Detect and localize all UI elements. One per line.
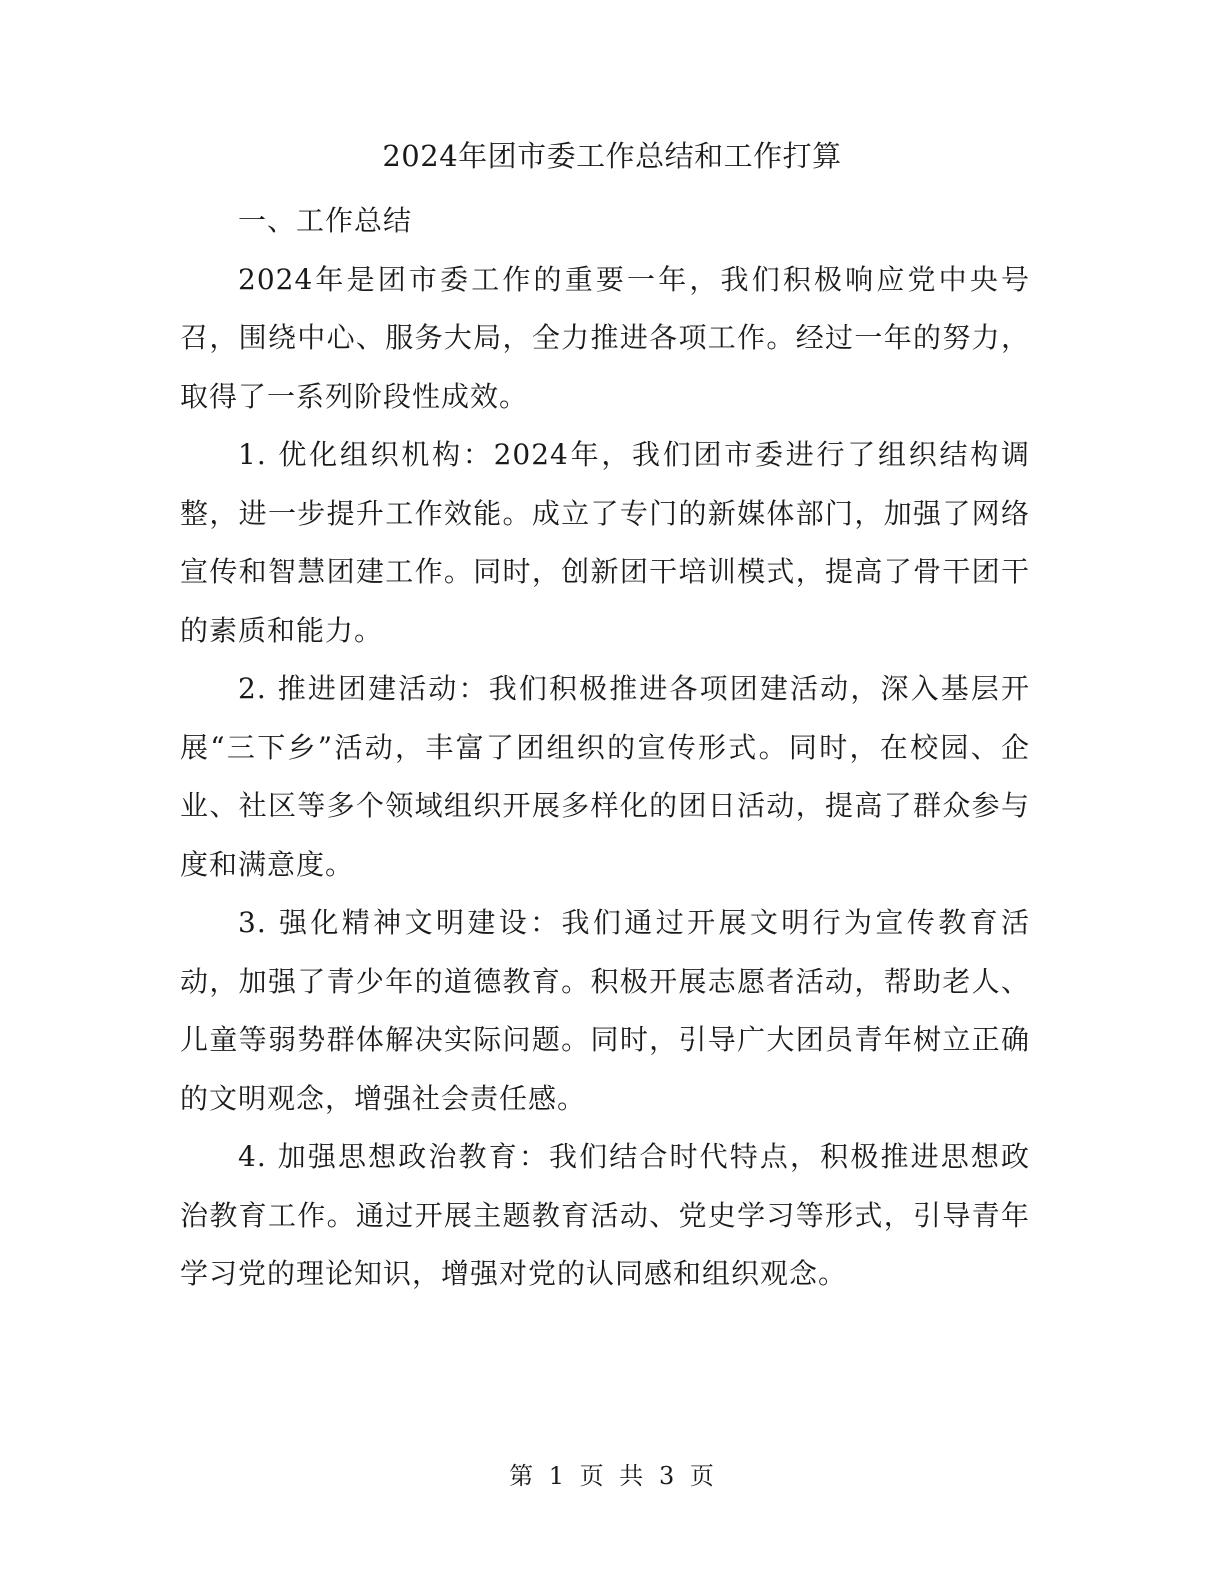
item-paragraph-2: 2. 推进团建活动：我们积极推进各项团建活动，深入基层开展“三下乡”活动，丰富了团组织的宣传形式。同时，在校园、企业、社区等多个领域组织开展多样化的团日活动，提高了群众参与度和满意度。 <box>180 672 1030 881</box>
item-paragraph-4: 4. 加强思想政治教育：我们结合时代特点，积极推进思想政治教育工作。通过开展主题教育活动、党史学习等形式，引导青年学习党的理论知识，增强对党的认同感和组织观念。 <box>180 1140 1030 1290</box>
document-title: 2024年团市委工作总结和工作打算 <box>382 139 842 173</box>
document-body <box>180 192 1030 1304</box>
page-footer: 第 1 页 共 3 页 <box>509 1462 715 1490</box>
section-heading: 一、工作总结 <box>238 204 413 237</box>
intro-paragraph: 2024年是团市委工作的重要一年，我们积极响应党中央号召，围绕中心、服务大局，全力推进各项工作。经过一年的努力，取得了一系列阶段性成效。 <box>180 262 1030 413</box>
item-paragraph-3: 3. 强化精神文明建设：我们通过开展文明行为宣传教育活动，加强了青少年的道德教育。积极开展志愿者活动，帮助老人、儿童等弱势群体解决实际问题。同时，引导广大团员青年树立正确的文明观念，增强社会责任感。 <box>180 906 1030 1115</box>
item-paragraph-1: 1. 优化组织机构：2024年，我们团市委进行了组织结构调整，进一步提升工作效能。成立了专门的新媒体部门，加强了网络宣传和智慧团建工作。同时，创新团干培训模式，提高了骨干团干的素质和能力。 <box>180 438 1030 647</box>
